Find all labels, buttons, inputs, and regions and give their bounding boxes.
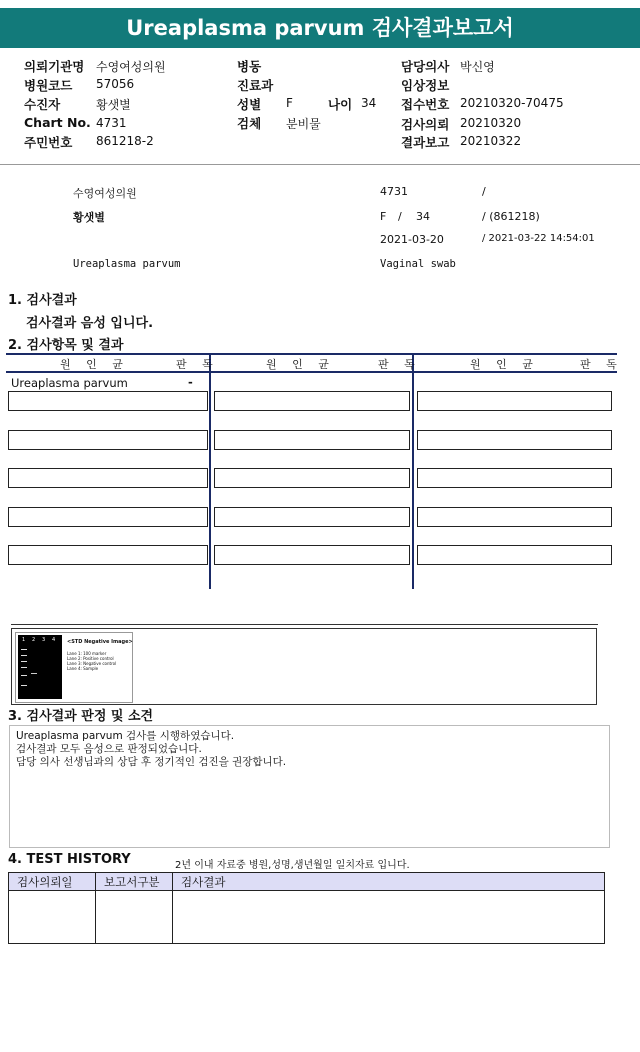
result-box: [214, 430, 410, 450]
result-box: [8, 391, 208, 411]
reception-no-label: 접수번호: [401, 97, 450, 112]
result-box: [417, 468, 612, 488]
section1-title: 1. 검사결과: [8, 293, 77, 308]
history-cell: [96, 891, 173, 944]
col-judgement-3: 판 독: [580, 358, 623, 371]
col-judgement-2: 판 독: [378, 358, 421, 371]
clinical-info-label: 임상정보: [401, 78, 450, 93]
report-title: Ureaplasma parvum 검사결과보고서: [0, 8, 640, 48]
hospital-code-value: 57056: [96, 77, 135, 91]
gel-legend-item: Lane 3: Negative control: [67, 661, 117, 666]
patient-value: 황샛별: [96, 98, 131, 112]
resident-no-label: 주민번호: [24, 135, 73, 150]
history-row: [9, 891, 605, 944]
age-label: 나이: [328, 97, 353, 112]
result-box: [8, 468, 208, 488]
request-date-value: 20210320: [460, 116, 522, 130]
summary-sex: F: [380, 210, 387, 223]
age-value: 34: [361, 96, 377, 110]
summary-test-name: Ureaplasma parvum: [73, 258, 181, 270]
section1-result: 검사결과 음성 입니다.: [26, 316, 154, 331]
result-box: [8, 507, 208, 527]
history-table: [8, 872, 605, 944]
result-box: [417, 430, 612, 450]
grid-top-line: [6, 353, 617, 355]
summary-slash: /: [482, 185, 486, 198]
history-cell: [173, 891, 605, 944]
gel-image-title: <STD Negative Image>: [67, 639, 133, 645]
col-pathogen-1: 원 인 균: [60, 358, 129, 371]
gel-legend-item: Lane 2: Positive control: [67, 656, 114, 661]
sex-value: F: [286, 96, 293, 110]
patient-label: 수진자: [24, 97, 61, 112]
header-divider: [0, 164, 640, 165]
grid-col-divider-2: [412, 353, 414, 589]
institution-label: 의뢰기관명: [24, 59, 85, 74]
report-date-label: 결과보고: [401, 135, 450, 150]
col-pathogen-2: 원 인 균: [266, 358, 335, 371]
history-col-date: 검사의뢰일: [9, 873, 96, 891]
opinion-box: [9, 725, 610, 848]
doctor-label: 담당의사: [401, 59, 450, 74]
summary-sex-slash: /: [398, 210, 402, 223]
gel-band: [31, 673, 37, 674]
section2-title: 2. 검사항목 및 결과: [8, 338, 124, 353]
history-col-type: 보고서구분: [96, 873, 173, 891]
history-cell: [9, 891, 96, 944]
report-date-value: 20210322: [460, 134, 522, 148]
summary-specimen: Vaginal swab: [380, 258, 456, 270]
summary-patient: 황샛별: [73, 211, 105, 224]
specimen-value: 분비물: [286, 117, 321, 131]
resident-no-value: 861218-2: [96, 134, 154, 148]
col-judgement-1: 판 독: [176, 358, 219, 371]
lane-number: 4: [52, 637, 56, 643]
summary-institution: 수영여성의원: [73, 187, 137, 200]
sex-label: 성별: [237, 97, 262, 112]
col-pathogen-3: 원 인 균: [470, 358, 539, 371]
result-box: [417, 507, 612, 527]
summary-chart-no: 4731: [380, 185, 408, 198]
hospital-code-label: 병원코드: [24, 78, 73, 93]
chart-no-label: Chart No.: [24, 115, 91, 130]
item-result: -: [188, 375, 193, 389]
gel-image: [18, 635, 62, 699]
gel-image-frame: [11, 628, 597, 705]
summary-age: 34: [416, 210, 430, 223]
result-box: [214, 391, 410, 411]
summary-birth: / (861218): [482, 210, 540, 223]
history-col-result: 검사결과: [173, 873, 605, 891]
doctor-value: 박신영: [460, 60, 495, 74]
institution-value: 수영여성의원: [96, 60, 166, 74]
result-box: [8, 430, 208, 450]
gel-band: [21, 661, 27, 662]
gel-band: [21, 667, 27, 668]
reception-no-value: 20210320-70475: [460, 96, 564, 110]
item-name: Ureaplasma parvum: [11, 376, 128, 390]
gel-legend-item: Lane 4: Sample: [67, 666, 99, 671]
result-box: [8, 545, 208, 565]
result-box: [214, 507, 410, 527]
specimen-label: 검체: [237, 116, 262, 131]
result-box: [214, 545, 410, 565]
lane-number: 1: [22, 637, 26, 643]
gel-divider: [11, 624, 598, 625]
result-box: [417, 391, 612, 411]
gel-image-card: [15, 632, 133, 703]
gel-band: [21, 685, 27, 686]
result-box: [214, 468, 410, 488]
lane-number: 2: [32, 637, 36, 643]
gel-band: [21, 675, 27, 676]
grid-col-divider-1: [209, 353, 211, 589]
history-header-row: [9, 873, 605, 891]
gel-band: [21, 649, 27, 650]
request-date-label: 검사의뢰: [401, 117, 450, 132]
result-box: [417, 545, 612, 565]
opinion-line: Ureaplasma parvum 검사를 시행하였습니다.: [16, 730, 235, 742]
gel-band: [21, 655, 27, 656]
history-note: 2년 이내 자료중 병원,성명,생년월일 일치자료 입니다.: [175, 860, 410, 871]
section4-title: 4. TEST HISTORY: [8, 852, 131, 867]
summary-report-datetime: / 2021-03-22 14:54:01: [482, 233, 595, 244]
ward-label: 병동: [237, 59, 262, 74]
opinion-line: 검사결과 모두 음성으로 판정되었습니다.: [16, 743, 202, 755]
gel-legend-item: Lane 1: 100 marker: [67, 651, 107, 656]
opinion-line: 담당 의사 선생님과의 상담 후 정기적인 검진을 권장합니다.: [16, 756, 287, 768]
lane-number: 3: [42, 637, 46, 643]
summary-request-date: 2021-03-20: [380, 233, 444, 246]
section3-title: 3. 검사결과 판정 및 소견: [8, 709, 154, 724]
chart-no-value: 4731: [96, 116, 127, 130]
department-label: 진료과: [237, 78, 274, 93]
